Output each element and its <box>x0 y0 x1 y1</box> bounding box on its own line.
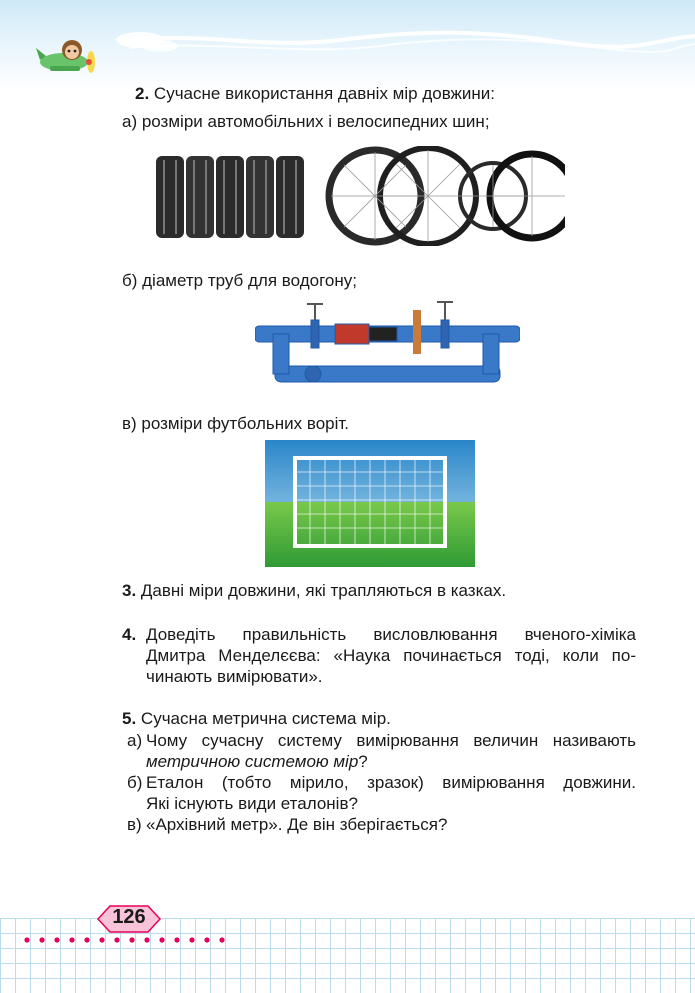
task3-number: 3. <box>122 581 137 600</box>
task2-item-b: б) діаметр труб для водогону; <box>122 271 357 290</box>
task4-line1: Доведіть правильність висловлювання вченого-хіміка <box>146 625 636 644</box>
task5-b-line2: Які існують види еталонів? <box>146 794 358 813</box>
task5-number: 5. <box>122 709 137 728</box>
task5-title: Сучасна метрична система мір. <box>140 709 391 728</box>
task3-text: Давні міри довжини, які трапляються в казках. <box>140 581 507 600</box>
task5-b-line1: Еталон (тобто мірило, зразок) вимірювання довжини. <box>146 773 636 792</box>
task2-item-a: а) розміри автомобільних і велосипедних шин; <box>122 112 490 131</box>
task5-a-line1: Чому сучасну систему вимірювання величин називають <box>146 731 636 750</box>
task5-c-line1: «Архівний метр». Де він зберігається? <box>146 815 448 834</box>
airplane-mascot-icon <box>36 30 106 80</box>
task5-b-label: б) <box>127 773 143 792</box>
task4-line3: чинають вимірювати». <box>146 667 323 686</box>
task2-heading <box>135 83 495 104</box>
task4-line2: Дмитра Менделєєва: «Наука починається тоді, коли по- <box>146 646 636 665</box>
car-tires <box>156 156 304 238</box>
football-goal-image <box>265 440 475 567</box>
water-pipes-image <box>255 296 520 391</box>
task5-a-label: а) <box>127 731 143 750</box>
task2-item-c: в) розміри футбольних воріт. <box>122 414 350 433</box>
footer-dots <box>22 935 227 945</box>
bicycle-wheels <box>329 148 565 244</box>
task5-heading <box>122 708 391 729</box>
task4-number: 4. <box>122 625 137 644</box>
task5-a-end: ? <box>358 752 368 771</box>
task5-c-label: в) <box>127 815 142 834</box>
task2-number: 2. <box>135 84 150 103</box>
task5-a-line2 <box>146 751 368 772</box>
task5-a-italic: метричною системою мір <box>146 752 359 771</box>
task2-title: Сучасне використання давніх мір довжини: <box>153 84 496 103</box>
page-number: 126 <box>112 906 146 928</box>
tires-image <box>150 146 565 246</box>
task3 <box>122 580 506 601</box>
